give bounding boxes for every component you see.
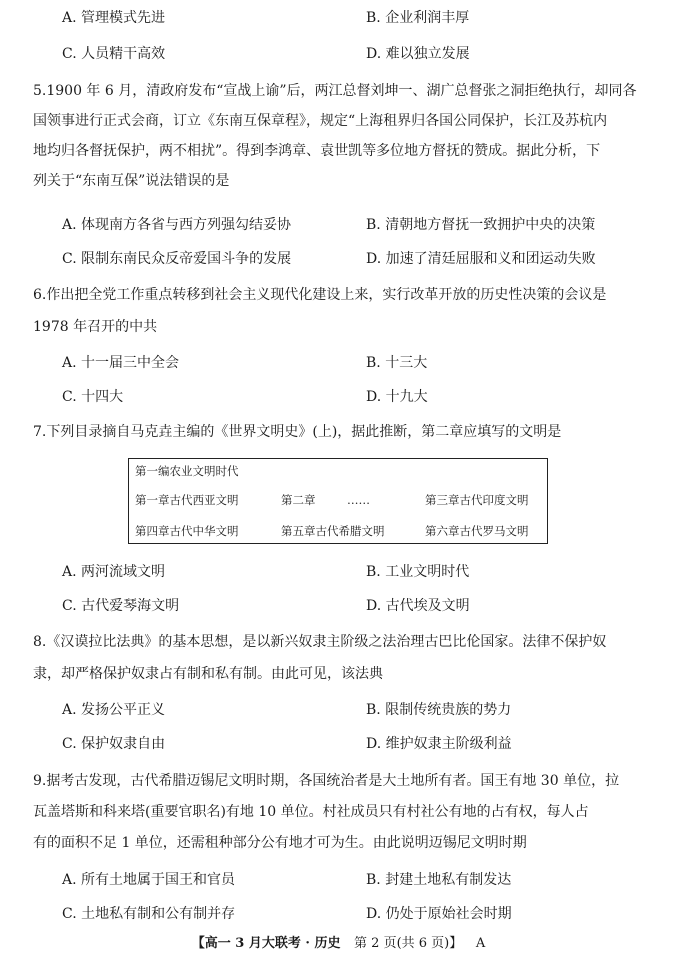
footer-exam-title: 【高一 3 月大联考 · 历史 <box>191 936 341 951</box>
q5-stem-line: 国领事进行正式会商，订立《东南互保章程》，规定“上海租界归各国公同保护，长江及苏杭内 <box>33 113 608 129</box>
q5-stem-line: 地均归各督抚保护，两不相扰”。得到李鸿章、袁世凯等多位地方督抚的赞成。据此分析，下 <box>33 143 601 159</box>
q6-option-d: D. 十九大 <box>366 389 428 405</box>
q7-option-d: D. 古代埃及文明 <box>366 598 470 614</box>
toc-ellipsis: …… <box>347 493 370 507</box>
q5-option-a: A. 体现南方各省与西方列强勾结妥协 <box>62 217 292 233</box>
toc-chapter: 第四章古代中华文明 <box>135 524 239 538</box>
page-footer <box>0 934 677 954</box>
q5-option-c: C. 限制东南民众反帝爱国斗争的发展 <box>62 251 292 267</box>
q8-stem-line: 8.《汉谟拉比法典》的基本思想，是以新兴奴隶主阶级之法治理古巴比伦国家。法律不保护奴 <box>33 634 607 650</box>
q8-stem-line: 隶，却严格保护奴隶占有制和私有制。由此可见，该法典 <box>33 666 383 682</box>
toc-chapter: 第六章古代罗马文明 <box>425 524 529 538</box>
q4-option-b: B. 企业利润丰厚 <box>366 10 470 26</box>
q6-stem-line: 1978 年召开的中共 <box>33 319 158 335</box>
toc-part-title: 第一编农业文明时代 <box>135 464 239 478</box>
toc-chapter: 第三章古代印度文明 <box>425 493 529 507</box>
q8-option-c: C. 保护奴隶自由 <box>62 736 166 752</box>
q6-stem-line: 6.作出把全党工作重点转移到社会主义现代化建设上来，实行改革开放的历史性决策的会议是 <box>33 287 607 303</box>
q7-option-a: A. 两河流域文明 <box>62 564 166 580</box>
q9-stem-line: 9.据考古发现，古代希腊迈锡尼文明时期，各国统治者是大土地所有者。国王有地 30 单位，拉 <box>33 773 620 789</box>
q5-option-b: B. 清朝地方督抚一致拥护中央的决策 <box>366 217 596 233</box>
q9-option-d: D. 仍处于原始社会时期 <box>366 906 512 922</box>
q6-option-c: C. 十四大 <box>62 389 124 405</box>
footer-page-number: 第 2 页(共 6 页)】 <box>354 936 463 951</box>
q8-option-a: A. 发扬公平正义 <box>62 702 166 718</box>
q5-stem-line: 5.1900 年 6 月，清政府发布“宣战上谕”后，两江总督刘坤一、湖广总督张之洞拒绝执行，却同各 <box>33 83 637 99</box>
q9-option-c: C. 土地私有制和公有制并存 <box>62 906 236 922</box>
footer-version: A <box>475 936 486 951</box>
q7-stem-line: 7.下列目录摘自马克垚主编的《世界文明史》(上)，据此推断，第二章应填写的文明是 <box>33 424 562 440</box>
q8-option-b: B. 限制传统贵族的势力 <box>366 702 512 718</box>
q6-option-b: B. 十三大 <box>366 355 428 371</box>
toc-chapter: 第五章古代希腊文明 <box>281 524 385 538</box>
q5-stem-line: 列关于“东南互保”说法错误的是 <box>33 173 230 189</box>
q4-option-c: C. 人员精干高效 <box>62 46 166 62</box>
q9-stem-line: 瓦盖塔斯和科来塔(重要官职名)有地 10 单位。村社成员只有村社公有地的占有权，每人占 <box>33 804 589 820</box>
toc-chapter: 第二章 <box>281 493 316 507</box>
q7-option-c: C. 古代爱琴海文明 <box>62 598 180 614</box>
toc-chapter: 第一章古代西亚文明 <box>135 493 239 507</box>
q9-stem-line: 有的面积不足 1 单位，还需租种部分公有地才可为生。由此说明迈锡尼文明时期 <box>33 835 527 851</box>
q5-option-d: D. 加速了清廷屈服和义和团运动失败 <box>366 251 596 267</box>
q8-option-d: D. 维护奴隶主阶级利益 <box>366 736 512 752</box>
table-of-contents-box <box>128 458 548 544</box>
q6-option-a: A. 十一届三中全会 <box>62 355 180 371</box>
q4-option-d: D. 难以独立发展 <box>366 46 470 62</box>
q4-option-a: A. 管理模式先进 <box>62 10 166 26</box>
q9-option-a: A. 所有土地属于国王和官员 <box>62 872 236 888</box>
q9-option-b: B. 封建土地私有制发达 <box>366 872 512 888</box>
q7-option-b: B. 工业文明时代 <box>366 564 470 580</box>
